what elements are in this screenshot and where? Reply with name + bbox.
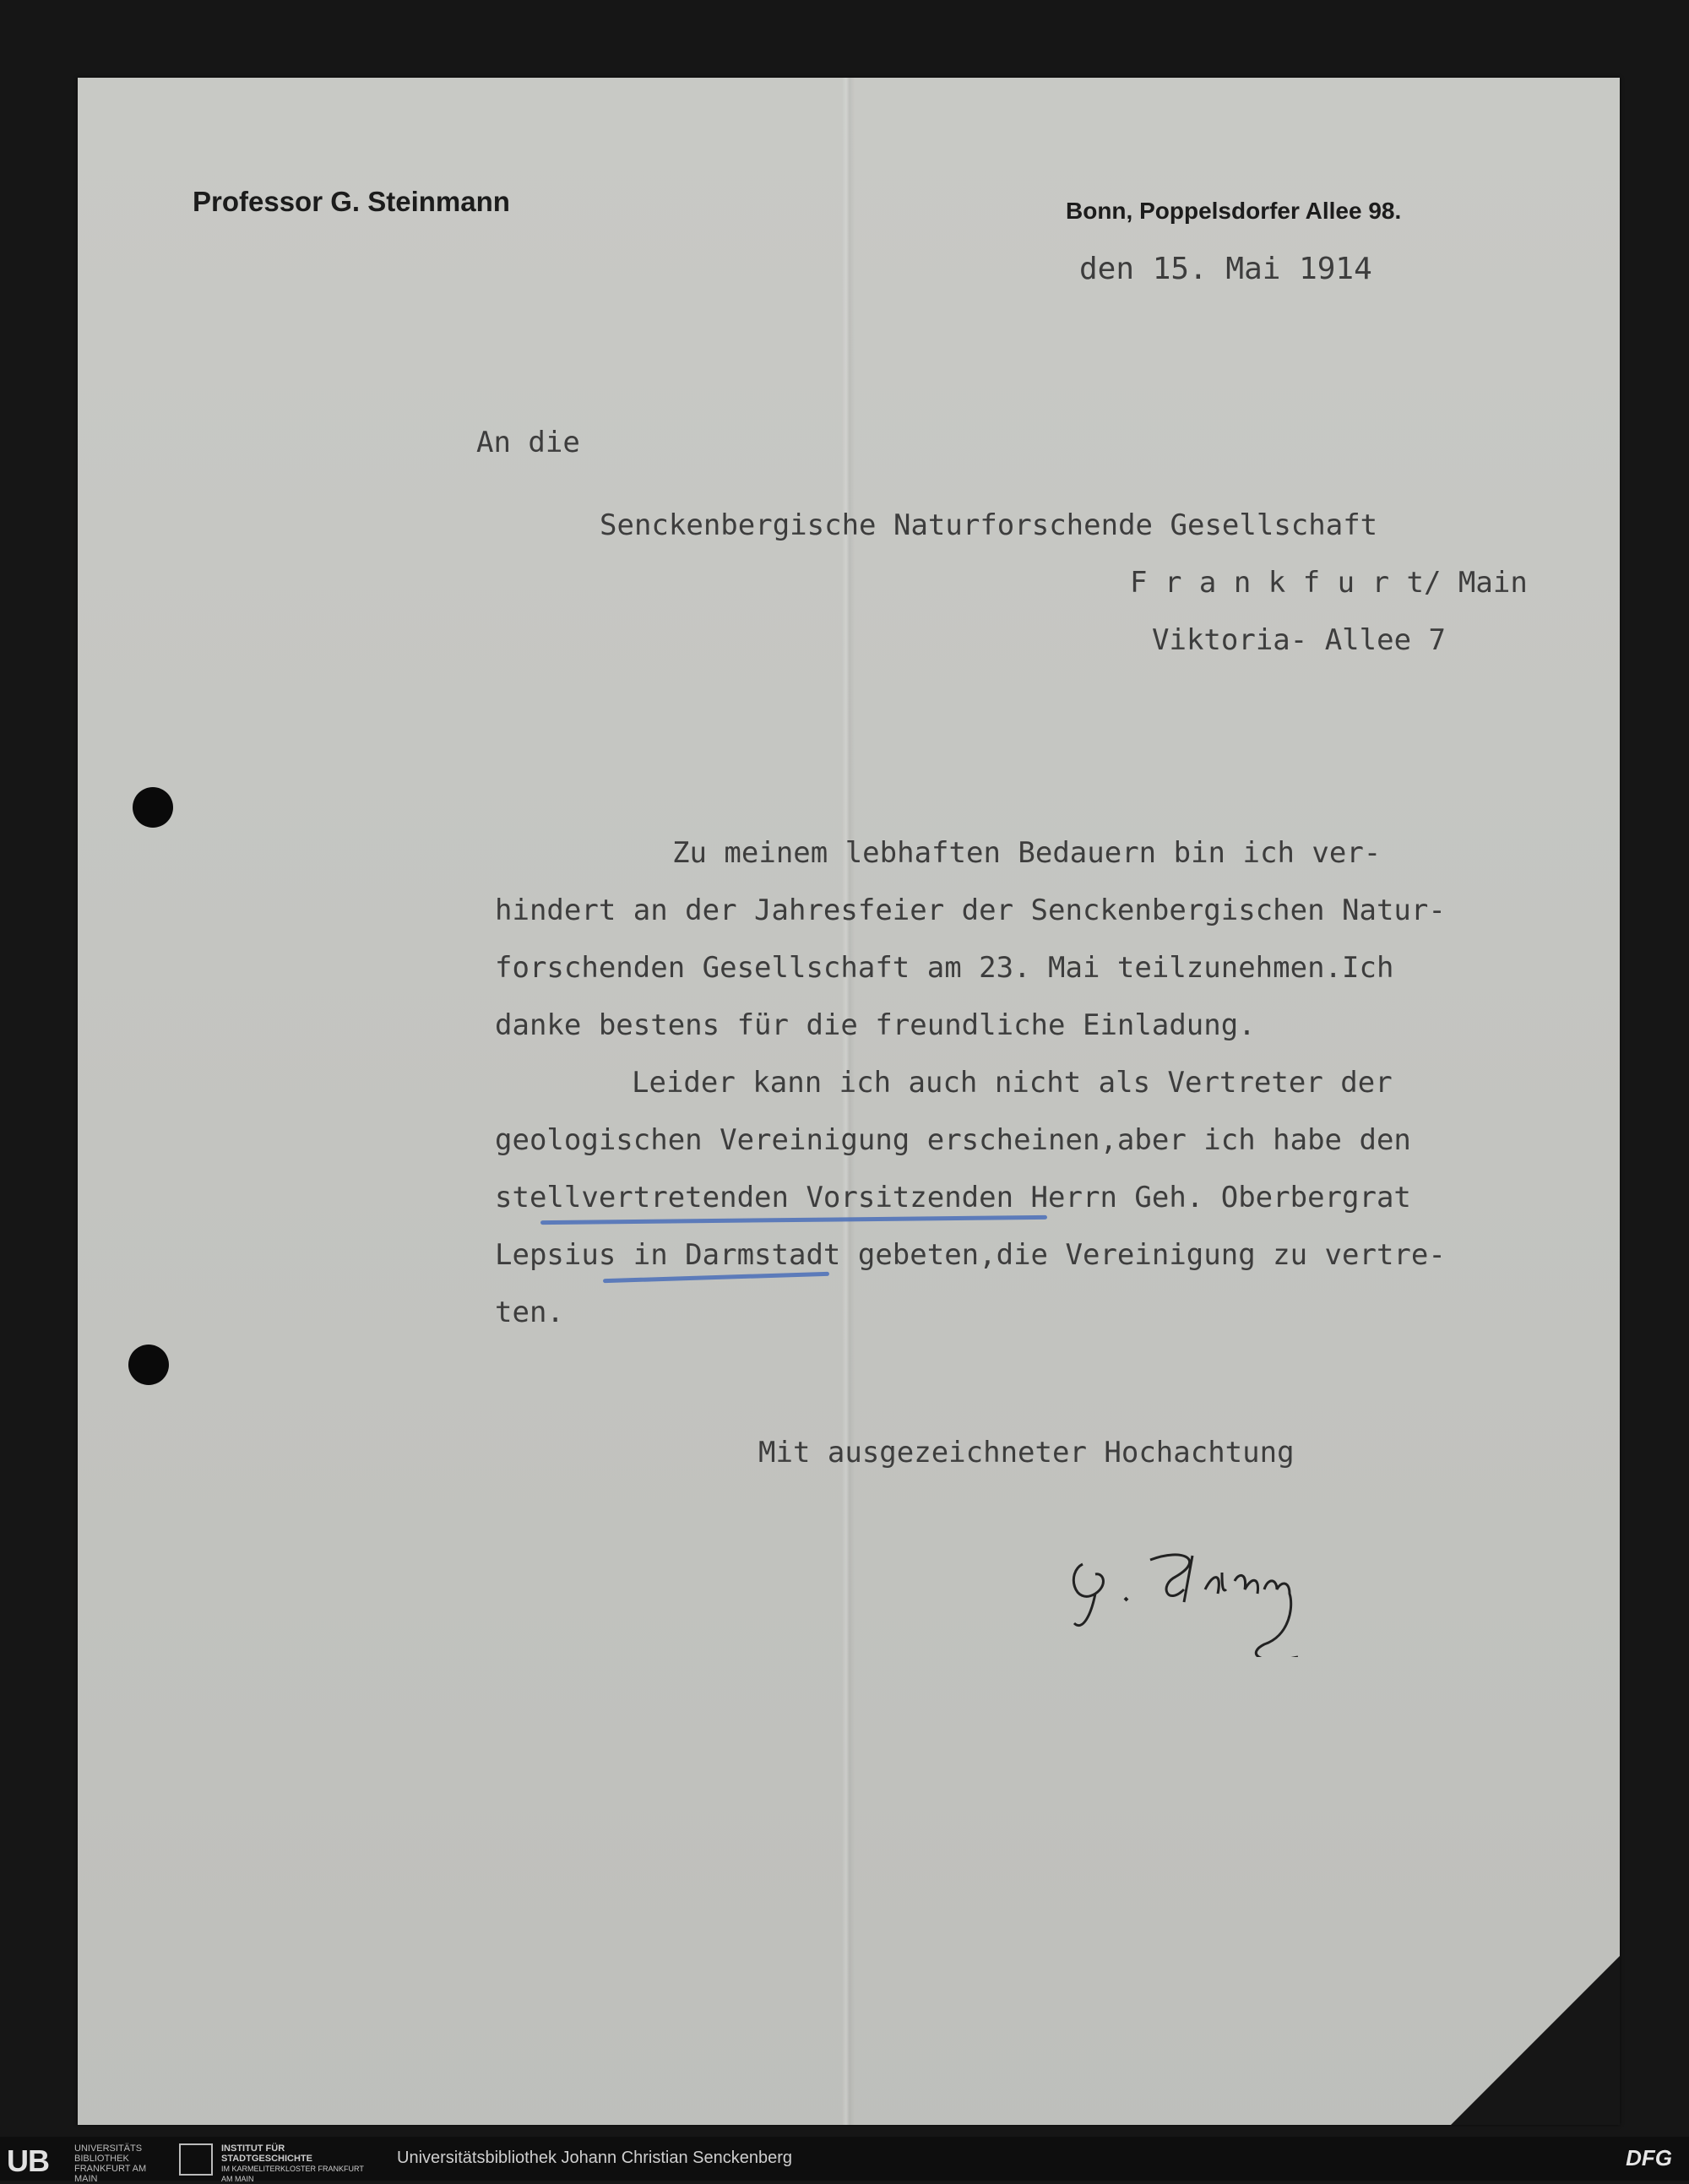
- isg-logo-icon: [179, 2143, 213, 2176]
- body-line: geologischen Vereinigung erscheinen,aber ich habe den: [495, 1123, 1411, 1157]
- body-line: hindert an der Jahresfeier der Senckenbergischen Natur-: [495, 894, 1446, 927]
- body-line: danke bestens für die freundliche Einladung.: [495, 1008, 1256, 1042]
- institute-subtitle: IM KARMELITERKLOSTER FRANKFURT AM MAIN: [221, 2165, 364, 2183]
- body-line: Lepsius in Darmstadt gebeten,die Vereinigung zu vertre-: [495, 1238, 1446, 1272]
- footer-bar: [0, 2137, 1689, 2184]
- letterhead-address: Bonn, Poppelsdorfer Allee 98.: [1066, 198, 1402, 224]
- body-line: stellvertretenden Vorsitzenden Herrn Geh. Oberbergrat: [495, 1181, 1411, 1214]
- letter-date: den 15. Mai 1914: [1079, 252, 1372, 286]
- closing: Mit ausgezeichneter Hochachtung: [758, 1436, 1295, 1470]
- folded-corner: [1451, 1956, 1620, 2125]
- body-line: forschenden Gesellschaft am 23. Mai teilzunehmen.Ich: [495, 951, 1394, 985]
- ub-logo: UB: [7, 2143, 49, 2178]
- institute-title: INSTITUT FÜR STADTGESCHICHTE: [221, 2143, 312, 2164]
- recipient-street: Viktoria- Allee 7: [1152, 623, 1446, 657]
- signature: [1057, 1513, 1446, 1657]
- punch-hole: [128, 1345, 169, 1385]
- recipient-city: F r a n k f u r t/ Main: [1130, 566, 1528, 600]
- ub-logo-subtitle: UNIVERSITÄTS BIBLIOTHEK FRANKFURT AM MAIN: [74, 2143, 147, 2184]
- institute-name: [221, 2143, 373, 2184]
- footer-credit: Universitätsbibliothek Johann Christian Senckenberg: [397, 2149, 793, 2167]
- letterhead-sender: Professor G. Steinmann: [193, 186, 510, 217]
- body-line: ten.: [495, 1296, 564, 1329]
- body-line: Leider kann ich auch nicht als Vertreter der: [632, 1066, 1393, 1100]
- pencil-underline: [603, 1272, 829, 1283]
- letter-page: [78, 78, 1620, 2125]
- pencil-underline: [540, 1215, 1047, 1225]
- recipient-salutation: An die: [476, 426, 580, 459]
- body-line: Zu meinem lebhaften Bedauern bin ich ver-: [672, 836, 1382, 870]
- dfg-logo: DFG: [1626, 2145, 1672, 2170]
- punch-hole: [133, 787, 173, 828]
- recipient-name: Senckenbergische Naturforschende Gesellschaft: [600, 508, 1378, 542]
